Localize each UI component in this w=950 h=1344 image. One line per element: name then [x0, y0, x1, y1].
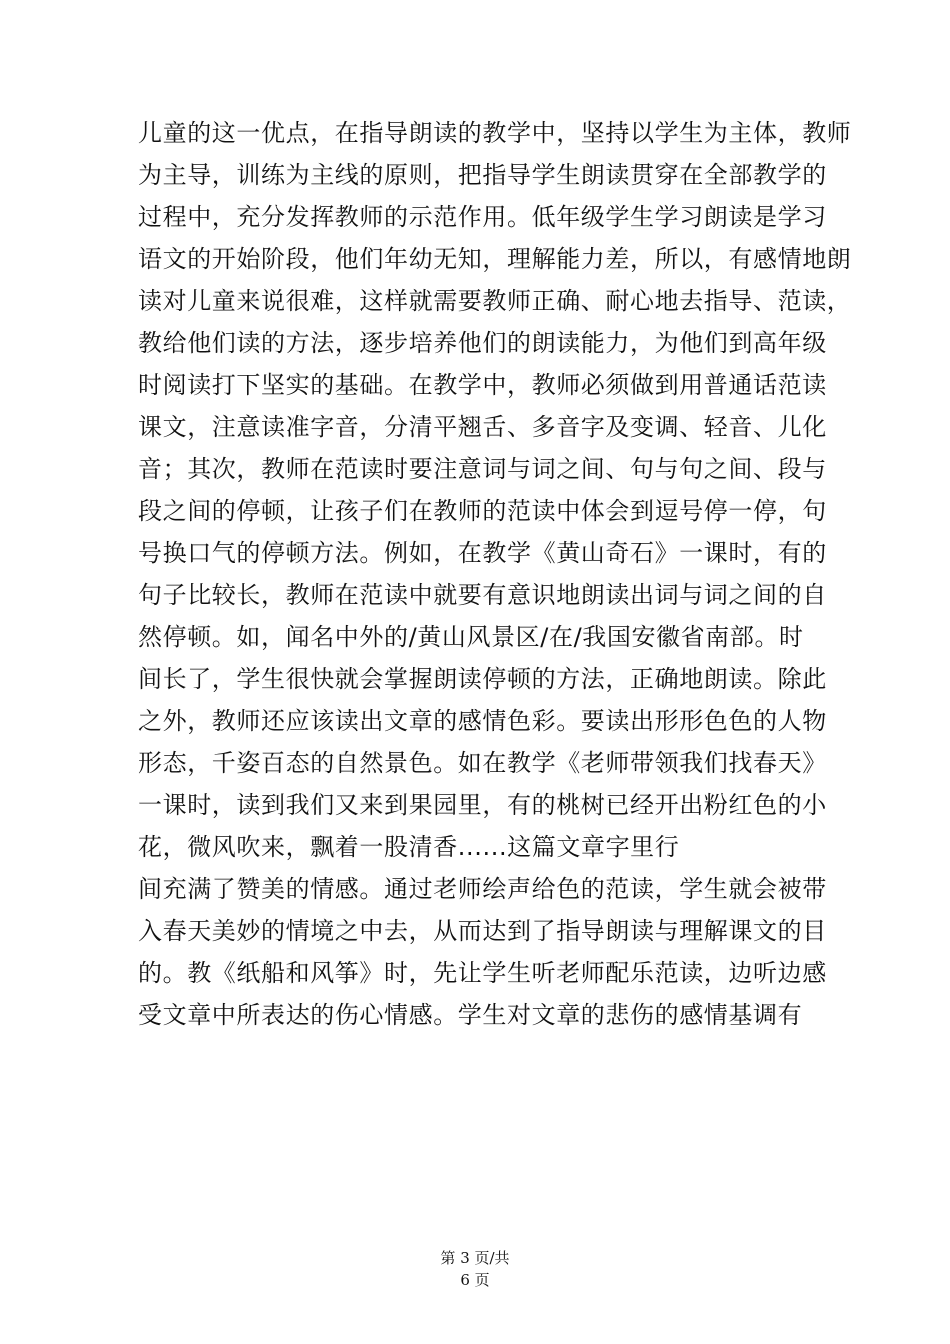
text-line: 之外，教师还应该读出文章的感情色彩。要读出形形色色的人物: [138, 707, 827, 735]
text-line: 一课时，读到我们又来到果园里，有的桃树已经开出粉红色的小: [138, 791, 827, 819]
text-line: 受文章中所表达的伤心情感。学生对文章的悲伤的感情基调有: [138, 1001, 803, 1029]
text-line: 课文，注意读准字音，分清平翘舌、多音字及变调、轻音、儿化: [138, 413, 827, 441]
text-line: 号换口气的停顿方法。例如，在教学《黄山奇石》一课时，有的: [138, 539, 827, 567]
text-line: 形态，千姿百态的自然景色。如在教学《老师带领我们找春天》: [138, 749, 827, 777]
text-line: 然停顿。如，闻名中外的/黄山风景区/在/我国安徽省南部。时: [138, 623, 804, 651]
text-line: 过程中，充分发挥教师的示范作用。低年级学生学习朗读是学习: [138, 203, 827, 231]
text-line: 音；其次，教师在范读时要注意词与词之间、句与句之间、段与: [138, 455, 827, 483]
body-text: [138, 112, 852, 1036]
text-line: 儿童的这一优点，在指导朗读的教学中，坚持以学生为主体，教师: [138, 119, 852, 147]
text-line: 间长了，学生很快就会掌握朗读停顿的方法，正确地朗读。除此: [138, 665, 827, 693]
text-line: 入春天美妙的情境之中去，从而达到了指导朗读与理解课文的目: [138, 917, 827, 945]
text-line: 语文的开始阶段，他们年幼无知，理解能力差，所以，有感情地朗: [138, 245, 852, 273]
text-line: 教给他们读的方法，逐步培养他们的朗读能力，为他们到高年级: [138, 329, 827, 357]
text-line: 间充满了赞美的情感。通过老师绘声给色的范读，学生就会被带: [138, 875, 827, 903]
text-line: 段之间的停顿，让孩子们在教师的范读中体会到逗号停一停，句: [138, 497, 827, 525]
text-line: 时阅读打下坚实的基础。在教学中，教师必须做到用普通话范读: [138, 371, 827, 399]
text-line: 的。教《纸船和风筝》时，先让学生听老师配乐范读，边听边感: [138, 959, 827, 987]
page-number-line2: 6 页: [460, 1271, 490, 1289]
text-line: 为主导，训练为主线的原则，把指导学生朗读贯穿在全部教学的: [138, 161, 827, 189]
page-number-line1: 第 3 页/共: [440, 1249, 510, 1267]
text-line: 花，微风吹来，飘着一股清香......这篇文章字里行: [138, 833, 680, 861]
text-line: 读对儿童来说很难，这样就需要教师正确、耐心地去指导、范读，: [138, 287, 852, 315]
text-line: 句子比较长，教师在范读中就要有意识地朗读出词与词之间的自: [138, 581, 827, 609]
